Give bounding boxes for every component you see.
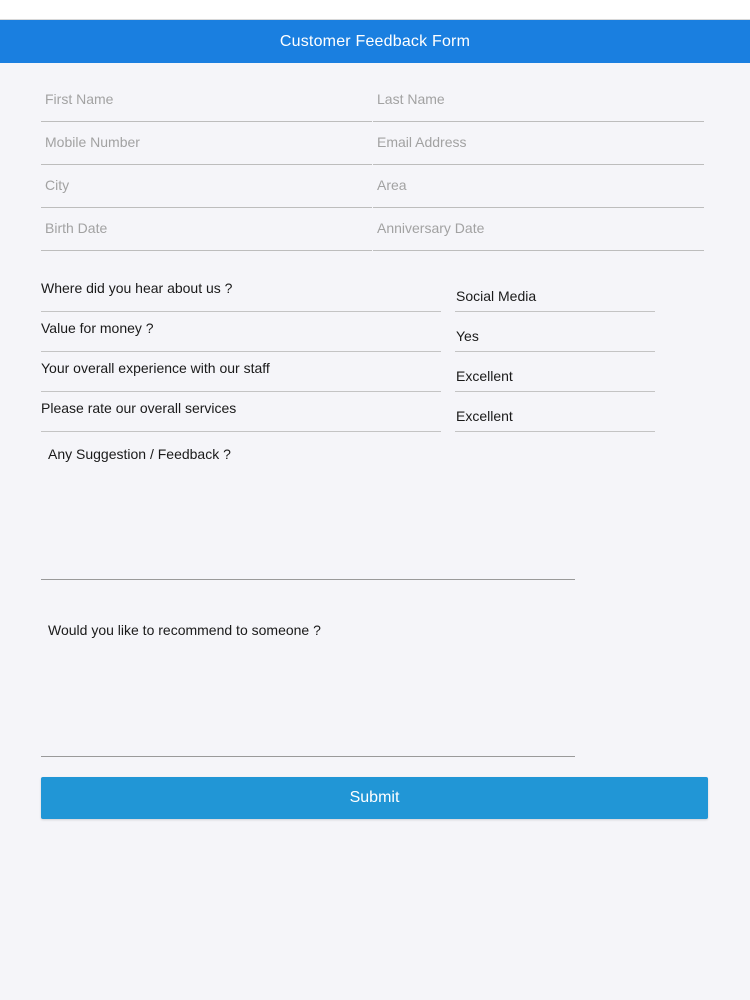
first-name-input[interactable] bbox=[41, 80, 372, 121]
suggestion-textarea[interactable] bbox=[41, 468, 575, 579]
recommend-field bbox=[41, 645, 575, 757]
overall-services-value: Excellent bbox=[456, 408, 513, 424]
overall-services-select[interactable] bbox=[455, 392, 655, 432]
last-name-input[interactable] bbox=[373, 80, 704, 121]
area-field bbox=[373, 166, 704, 208]
email-input[interactable] bbox=[373, 123, 704, 164]
value-for-money-value: Yes bbox=[456, 328, 479, 344]
anniversary-date-input[interactable] bbox=[373, 209, 704, 250]
question-value-for-money-label: Value for money ? bbox=[41, 312, 441, 352]
staff-experience-value: Excellent bbox=[456, 368, 513, 384]
birth-date-field bbox=[41, 209, 372, 251]
email-field bbox=[373, 123, 704, 165]
suggestion-label: Any Suggestion / Feedback ? bbox=[48, 446, 231, 462]
hear-about-value: Social Media bbox=[456, 288, 537, 304]
last-name-field bbox=[373, 80, 704, 122]
anniversary-date-field bbox=[373, 209, 704, 251]
birth-date-input[interactable] bbox=[41, 209, 372, 250]
area-input[interactable] bbox=[373, 166, 704, 207]
city-field bbox=[41, 166, 372, 208]
mobile-number-field bbox=[41, 123, 372, 165]
recommend-label: Would you like to recommend to someone ? bbox=[48, 622, 321, 638]
question-staff-experience-label: Your overall experience with our staff bbox=[41, 352, 441, 392]
page-title: Customer Feedback Form bbox=[279, 32, 471, 50]
first-name-field bbox=[41, 80, 372, 122]
recommend-textarea[interactable] bbox=[41, 645, 575, 756]
mobile-number-input[interactable] bbox=[41, 123, 372, 164]
value-for-money-select[interactable] bbox=[455, 312, 655, 352]
suggestion-field bbox=[41, 468, 575, 580]
submit-button[interactable]: Submit bbox=[41, 777, 708, 819]
form-header bbox=[0, 20, 750, 63]
hear-about-select[interactable] bbox=[455, 272, 655, 312]
staff-experience-select[interactable] bbox=[455, 352, 655, 392]
status-bar bbox=[0, 0, 750, 20]
question-overall-services-label: Please rate our overall services bbox=[41, 392, 441, 432]
city-input[interactable] bbox=[41, 166, 372, 207]
question-hear-about-label: Where did you hear about us ? bbox=[41, 272, 441, 312]
